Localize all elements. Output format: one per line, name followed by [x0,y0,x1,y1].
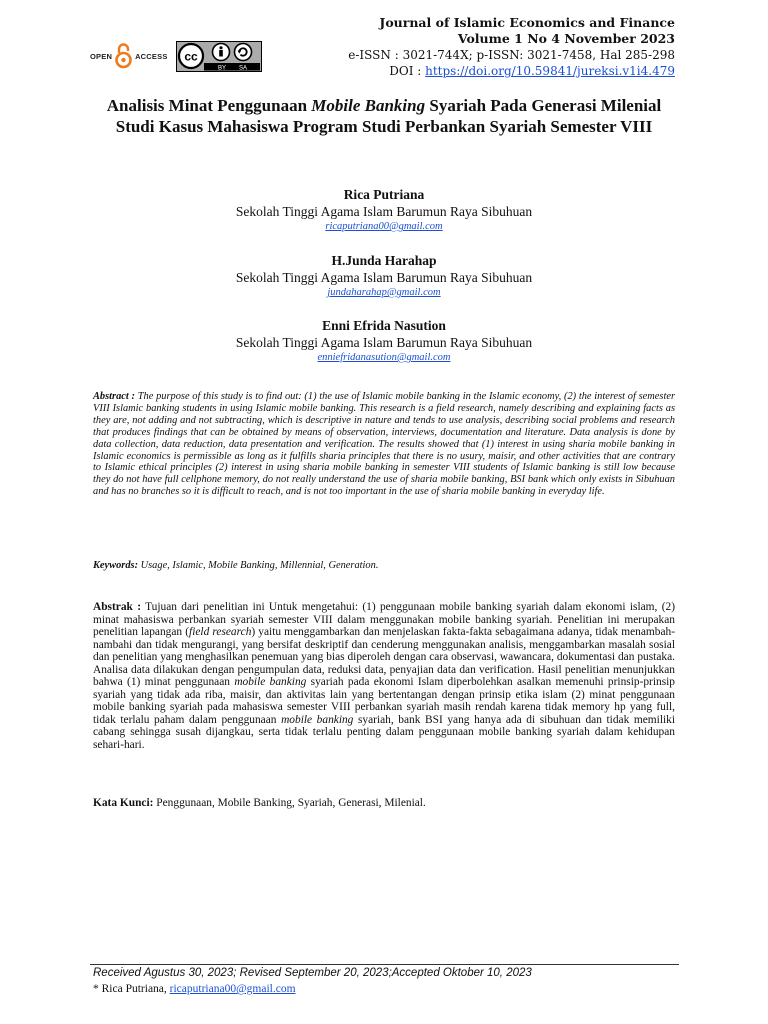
journal-issn: e-ISSN : 3021-744X; p-ISSN: 3021-7458, Hal 285-298 [348,48,675,62]
abstract-english [93,391,675,498]
received-dates: Received Agustus 30, 2023; Revised September 20, 2023;Accepted Oktober 10, 2023 [93,967,532,979]
abstrak-italic-1: field research [189,626,252,639]
abstrak-text-1: Tujuan dari penelitian ini Untuk mengetahui: (1) penggunaan mobile banking syariah dalam ekonomi islam, (2) minat mahasiswa perbankan syariah semester VIII dalam menggunakan mobile banking syariah. Penelitian ini merupakan penelitian lapangan ( [93,601,676,639]
doi-label: DOI : [389,64,426,78]
author-block [100,252,668,300]
svg-text:cc: cc [184,49,198,64]
keywords-text: Usage, Islamic, Mobile Banking, Millennial, Generation. [138,560,379,571]
title-italic: Mobile Banking [311,96,426,115]
author-block [100,186,668,234]
journal-info [348,15,675,79]
abstrak-text-4: syariah, bank BSI yang hanya ada di sibuhuan dan tidak memiliki cabang sehingga susah dijangkau, serta tidak terlalu penting dalam penggunaan mobile banking syariah dalam kehidupan sehari-hari. [93,713,676,752]
abstract-indonesian [93,601,675,752]
author-email[interactable]: enniefridanasution@gmail.com [317,352,451,363]
paper-title [100,95,668,137]
open-access-right-text: ACCESS [135,51,168,61]
author-affiliation: Sekolah Tinggi Agama Islam Barumun Raya Sibuhuan [235,204,533,219]
open-access-left-text: OPEN [90,51,113,61]
abstrak-italic-3: mobile banking [281,713,354,726]
author-affiliation: Sekolah Tinggi Agama Islam Barumun Raya Sibuhuan [235,270,533,285]
keywords-english [93,560,675,571]
author-affiliation: Sekolah Tinggi Agama Islam Barumun Raya Sibuhuan [235,335,533,350]
abstrak-text-2: ) yaitu menggambarkan dan menjelaskan fakta-fakta sebagaimana adanya, tidak menambah-nambahi dan tidak mengurangi, yang bersifat deskriptif dan cenderung menggunakan analisis, menggambarkan masalah sosial dan penelitian yang menghasilkan penemuan yang bias diperoleh dengan cara observasi, wawancara, dokumentasi dan pustaka. Analisa data dilakukan dengan pengumpulan data, reduksi data, penyajian data dan verification. Hasil penelitian menunjukkan bahwa (1) minat penggunaan [93,626,675,689]
abstrak-label: Abstrak : [93,601,141,613]
corresponding-author-email[interactable]: ricaputriana00@gmail.com [169,983,296,995]
title-part2: Syariah Pada Generasi Milenial Studi Kasus Mahasiswa Program Studi Perbankan Syariah Semester VIII [115,96,662,136]
footer-divider [90,964,679,965]
author-name: H.Junda Harahap [331,253,437,268]
abstract-text: The purpose of this study is to find out: (1) the use of Islamic mobile banking in the Islamic economy, (2) the interest of semester VIII Islamic banking students in using Islamic mobile banking. This research is a field research, namely describing and explaining facts as they are, not adding and not subtracting, which is descriptive in nature and tends to use analysis, describing social problems and research that produces findings that can be obtained by means of observation, interviews, documentation and literature. Data analysis is done by data collection, data reduction, data presentation and verification. The results showed that (1) interest in using sharia mobile banking in Islamic economics is permissible as long as it fulfills sharia principles that there is no usury, maisir, and other activities that are contrary to Islamic ethical principles (2) interest in using sharia mobile banking in semester VIII students of Islamic banking is still low because they do not have full cellphone memory, do not really understand the use of sharia mobile banking, BSI bank which only exists in Sibuhuan and has no branches so it is difficult to reach, and is not too important in the use of sharia mobile banking in everyday life. [93,391,675,498]
journal-doi [348,63,675,79]
author-email[interactable]: jundaharahap@gmail.com [327,287,441,298]
corresponding-author-name: * Rica Putriana, [93,983,170,995]
abstrak-text-3: syariah pada ekonomi Islam diperbolehkan asalkan memenuhi prinsip-prinsip syariah yang tidak ada riba, maisir, dan aktivitas lain yang bertentangan dengan prinsip etika islam (2) minat penggunaan mobile banking syariah pada mahasiswa semester VIII perbankan syariah masih rendah karena tidak memory hp yang full, tidak terlalu paham dalam penggunaan [93,676,676,726]
open-access-lock-icon [115,43,132,69]
license-by-label: BY [217,65,227,72]
author-email[interactable]: ricaputriana00@gmail.com [325,221,443,232]
journal-name: Journal of Islamic Economics and Finance [379,15,675,30]
keywords-indonesian [93,797,675,809]
kata-kunci-text: Penggunaan, Mobile Banking, Syariah, Generasi, Milenial. [153,797,426,809]
title-part1: Analisis Minat Penggunaan [106,96,312,115]
doi-link[interactable]: https://doi.org/10.59841/jureksi.v1i4.479 [425,64,675,78]
keywords-label: Keywords: [93,560,139,571]
kata-kunci-label: Kata Kunci: [93,797,154,809]
author-block [100,317,668,365]
open-access-logo [90,42,168,70]
license-sa-label: SA [238,65,248,72]
corresponding-author [93,983,296,995]
author-name: Rica Putriana [343,187,425,202]
abstrak-italic-2: mobile banking [234,676,307,689]
abstract-label: Abstract : [93,391,135,402]
journal-volume: Volume 1 No 4 November 2023 [457,31,675,46]
author-name: Enni Efrida Nasution [322,318,446,333]
cc-by-sa-license-icon [176,41,262,72]
